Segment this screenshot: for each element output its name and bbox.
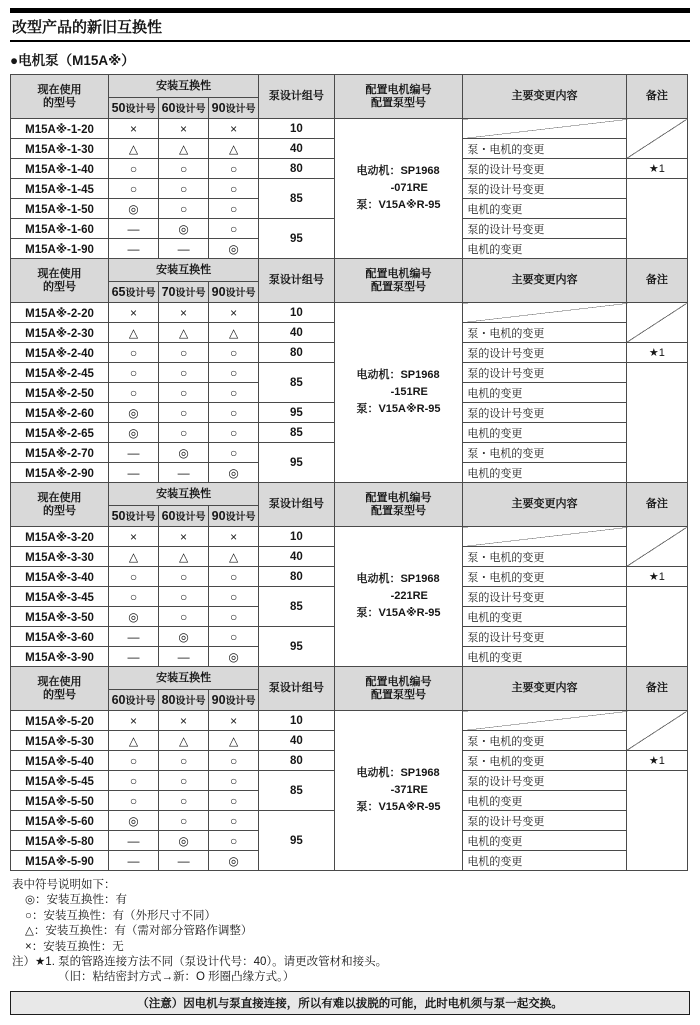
header-row <box>11 259 688 282</box>
config-line: 泵：V15A※R-95 <box>356 607 441 620</box>
compat-table-section-4 <box>10 666 688 871</box>
compat-symbol-cell: ○ <box>159 159 209 179</box>
compat-symbol-cell: ○ <box>159 567 209 587</box>
header-row <box>11 667 688 690</box>
config-line: -071RE <box>390 181 428 194</box>
caution-notice: （注意）因电机与泵直接连接，所以有难以拔脱的可能，此时电机须与泵一起交换。 <box>10 991 690 1015</box>
config-line: 泵：V15A※R-95 <box>356 199 441 212</box>
compat-symbol-cell: ○ <box>209 159 259 179</box>
compat-symbol-cell: ◎ <box>159 627 209 647</box>
header-pump-group: 泵设计组号 <box>259 667 335 711</box>
remark-cell <box>626 711 687 751</box>
motor-pump-config-cell <box>334 119 463 259</box>
model-cell: M15A※-2-60 <box>11 403 109 423</box>
header-design-90: 90设计号 <box>209 282 259 303</box>
compat-symbol-cell: ○ <box>159 587 209 607</box>
compat-symbol-cell: ◎ <box>109 811 159 831</box>
remark-cell: ★1 <box>626 751 687 771</box>
compat-symbol-cell: △ <box>209 323 259 343</box>
model-cell: M15A※-1-60 <box>11 219 109 239</box>
config-line: 电动机：SP1968 <box>356 368 440 381</box>
change-content-cell: 电机的变更 <box>463 463 626 483</box>
design-number: 50 <box>111 100 126 115</box>
compat-symbol-cell: △ <box>109 547 159 567</box>
pump-group-cell: 85 <box>259 771 335 811</box>
config-line: 泵：V15A※R-95 <box>356 801 441 814</box>
note-star1: 注）★1. 泵的管路连接方法不同（泵设计代号：40）。请更改管材和接头。 <box>12 956 388 969</box>
model-cell: M15A※-2-40 <box>11 343 109 363</box>
compat-symbol-cell: △ <box>209 731 259 751</box>
pump-group-cell: 95 <box>259 403 335 423</box>
compat-symbol-cell: ○ <box>209 423 259 443</box>
header-current-model: 现在使用 的型号 <box>11 667 109 711</box>
design-number: 60 <box>161 508 176 523</box>
header-current-model: 现在使用 的型号 <box>11 75 109 119</box>
compat-symbol-cell: △ <box>109 731 159 751</box>
table-row <box>11 119 688 139</box>
model-cell: M15A※-1-30 <box>11 139 109 159</box>
compat-symbol-cell: × <box>109 711 159 731</box>
header-remark: 备注 <box>626 259 687 303</box>
compat-symbol-cell: ○ <box>109 771 159 791</box>
header-current-model: 现在使用 的型号 <box>11 259 109 303</box>
table-row <box>11 527 688 547</box>
model-cell: M15A※-2-50 <box>11 383 109 403</box>
model-cell: M15A※-5-80 <box>11 831 109 851</box>
change-content-cell <box>463 303 626 323</box>
model-cell: M15A※-5-20 <box>11 711 109 731</box>
compat-symbol-cell: ○ <box>209 791 259 811</box>
compat-symbol-cell: × <box>159 527 209 547</box>
compat-symbol-cell: ○ <box>209 751 259 771</box>
config-line: -151RE <box>390 385 428 398</box>
pump-group-cell: 95 <box>259 627 335 667</box>
config-text <box>356 571 440 622</box>
remark-cell: ★1 <box>626 567 687 587</box>
change-content-cell: 泵・电机的变更 <box>463 567 626 587</box>
compat-symbol-cell: ◎ <box>209 463 259 483</box>
model-cell: M15A※-2-45 <box>11 363 109 383</box>
header-mount-compat: 安装互换性 <box>109 667 259 690</box>
header-design-90: 90设计号 <box>209 98 259 119</box>
change-content-cell: 泵的设计号变更 <box>463 403 626 423</box>
compat-symbol-cell: ○ <box>159 199 209 219</box>
header-pump-group: 泵设计组号 <box>259 259 335 303</box>
header-config: 配置电机编号 配置泵型号 <box>334 667 463 711</box>
change-content-cell: 电机的变更 <box>463 199 626 219</box>
compat-symbol-cell: ○ <box>109 383 159 403</box>
compat-symbol-cell: ○ <box>159 791 209 811</box>
motor-pump-config-cell <box>334 711 463 871</box>
config-line: 电动机：SP1968 <box>356 572 440 585</box>
compat-symbol-cell: × <box>109 303 159 323</box>
pump-group-cell: 40 <box>259 731 335 751</box>
pump-group-cell: 85 <box>259 179 335 219</box>
model-cell: M15A※-3-60 <box>11 627 109 647</box>
compat-symbol-cell: × <box>209 119 259 139</box>
model-cell: M15A※-5-45 <box>11 771 109 791</box>
compat-symbol-cell: ○ <box>159 383 209 403</box>
compat-symbol-cell: ◎ <box>209 239 259 259</box>
change-content-cell: 泵的设计号变更 <box>463 587 626 607</box>
pump-group-cell: 10 <box>259 303 335 323</box>
model-cell: M15A※-3-20 <box>11 527 109 547</box>
change-content-cell: 泵・电机的变更 <box>463 139 626 159</box>
compat-symbol-cell: ○ <box>209 403 259 423</box>
compat-symbol-cell: △ <box>109 139 159 159</box>
config-text <box>356 367 440 418</box>
motor-pump-config-cell <box>334 527 463 667</box>
change-content-cell: 泵的设计号变更 <box>463 159 626 179</box>
compat-symbol-cell: △ <box>209 547 259 567</box>
model-cell: M15A※-1-50 <box>11 199 109 219</box>
remark-cell <box>626 587 687 667</box>
legend-item: △：安装互换性：有（需对部分管路作调整） <box>25 925 253 938</box>
design-number: 80 <box>161 692 176 707</box>
header-design-90: 90设计号 <box>209 690 259 711</box>
design-number: 65 <box>111 284 126 299</box>
compat-symbol-cell: × <box>209 527 259 547</box>
compat-symbol-cell: ◎ <box>159 831 209 851</box>
change-content-cell: 泵的设计号变更 <box>463 343 626 363</box>
model-cell: M15A※-3-50 <box>11 607 109 627</box>
symbol-legend <box>12 878 690 986</box>
change-content-cell: 泵的设计号变更 <box>463 771 626 791</box>
change-content-cell: 泵・电机的变更 <box>463 547 626 567</box>
pump-group-cell: 80 <box>259 567 335 587</box>
pump-group-cell: 80 <box>259 343 335 363</box>
compat-symbol-cell: ○ <box>159 771 209 791</box>
header-design-60: 60设计号 <box>159 506 209 527</box>
compat-symbol-cell: × <box>159 119 209 139</box>
compat-symbol-cell: ― <box>159 463 209 483</box>
change-content-cell <box>463 119 626 139</box>
config-line: 电动机：SP1968 <box>356 766 440 779</box>
legend-item: ○：安装互换性：有（外形尺寸不同） <box>25 909 216 922</box>
table-row <box>11 711 688 731</box>
compat-table-section-2 <box>10 258 688 483</box>
product-subtitle: ●电机泵（M15A※） <box>10 53 135 68</box>
change-content-cell: 泵的设计号变更 <box>463 219 626 239</box>
model-cell: M15A※-1-40 <box>11 159 109 179</box>
compat-symbol-cell: △ <box>109 323 159 343</box>
compat-symbol-cell: ◎ <box>109 403 159 423</box>
design-number: 90 <box>211 508 226 523</box>
pump-group-cell: 85 <box>259 587 335 627</box>
header-design-60: 60设计号 <box>159 98 209 119</box>
compat-table-section-1 <box>10 74 688 259</box>
remark-cell <box>626 303 687 343</box>
model-cell: M15A※-2-70 <box>11 443 109 463</box>
compat-symbol-cell: ○ <box>109 159 159 179</box>
change-content-cell: 泵的设计号变更 <box>463 363 626 383</box>
compat-symbol-cell: × <box>159 711 209 731</box>
model-cell: M15A※-5-40 <box>11 751 109 771</box>
header-design-50: 50设计号 <box>109 506 159 527</box>
remark-cell: ★1 <box>626 159 687 179</box>
header-design-65: 65设计号 <box>109 282 159 303</box>
change-content-cell: 电机的变更 <box>463 423 626 443</box>
compat-symbol-cell: ○ <box>209 343 259 363</box>
pump-group-cell: 40 <box>259 323 335 343</box>
pump-group-cell: 80 <box>259 159 335 179</box>
change-content-cell: 泵的设计号变更 <box>463 179 626 199</box>
change-content-cell: 泵・电机的变更 <box>463 323 626 343</box>
compat-symbol-cell: × <box>109 119 159 139</box>
change-content-cell: 电机的变更 <box>463 239 626 259</box>
compat-table-section-3 <box>10 482 688 667</box>
change-content-cell: 电机的变更 <box>463 851 626 871</box>
header-design-50: 50设计号 <box>109 98 159 119</box>
compat-symbol-cell: ― <box>109 239 159 259</box>
model-cell: M15A※-3-90 <box>11 647 109 667</box>
change-content-cell: 泵的设计号变更 <box>463 627 626 647</box>
model-cell: M15A※-3-40 <box>11 567 109 587</box>
compat-symbol-cell: ○ <box>209 627 259 647</box>
compat-symbol-cell: ○ <box>109 363 159 383</box>
header-row <box>11 75 688 98</box>
compat-symbol-cell: × <box>209 711 259 731</box>
design-number: 60 <box>111 692 126 707</box>
compat-symbol-cell: ○ <box>209 567 259 587</box>
design-number: 90 <box>211 100 226 115</box>
model-cell: M15A※-1-20 <box>11 119 109 139</box>
model-cell: M15A※-2-30 <box>11 323 109 343</box>
pump-group-cell: 95 <box>259 219 335 259</box>
table-row <box>11 303 688 323</box>
compat-symbol-cell: ○ <box>159 811 209 831</box>
note-star1-continued: （旧：粘结密封方式→新：O 形圈凸缘方式。） <box>58 971 295 984</box>
compat-symbol-cell: × <box>159 303 209 323</box>
compat-symbol-cell: ○ <box>159 423 209 443</box>
compat-symbol-cell: ○ <box>209 179 259 199</box>
change-content-cell: 电机的变更 <box>463 383 626 403</box>
compat-symbol-cell: ○ <box>209 771 259 791</box>
compat-symbol-cell: ― <box>109 647 159 667</box>
header-pump-group: 泵设计组号 <box>259 75 335 119</box>
compat-symbol-cell: ― <box>109 219 159 239</box>
compat-symbol-cell: ― <box>109 831 159 851</box>
compat-symbol-cell: ○ <box>209 383 259 403</box>
model-cell: M15A※-5-50 <box>11 791 109 811</box>
model-cell: M15A※-1-90 <box>11 239 109 259</box>
config-line: 电动机：SP1968 <box>356 164 440 177</box>
config-line: -221RE <box>390 589 428 602</box>
header-design-90: 90设计号 <box>209 506 259 527</box>
compat-symbol-cell: ○ <box>209 811 259 831</box>
compat-symbol-cell: ○ <box>109 343 159 363</box>
design-number: 70 <box>161 284 176 299</box>
compat-symbol-cell: ― <box>159 851 209 871</box>
header-row <box>11 483 688 506</box>
compat-symbol-cell: ○ <box>159 607 209 627</box>
change-content-cell: 电机的变更 <box>463 607 626 627</box>
pump-group-cell: 80 <box>259 751 335 771</box>
header-current-model: 现在使用 的型号 <box>11 483 109 527</box>
compat-symbol-cell: ○ <box>109 179 159 199</box>
compat-symbol-cell: ○ <box>209 587 259 607</box>
pump-group-cell: 40 <box>259 139 335 159</box>
motor-pump-config-cell <box>334 303 463 483</box>
compat-symbol-cell: ○ <box>159 403 209 423</box>
legend-item: ×：安装互换性：无 <box>25 940 124 953</box>
remark-cell <box>626 363 687 483</box>
change-content-cell: 泵・电机的变更 <box>463 731 626 751</box>
compat-symbol-cell: ○ <box>159 363 209 383</box>
compat-symbol-cell: ◎ <box>209 851 259 871</box>
config-line: -371RE <box>390 783 428 796</box>
design-number: 60 <box>161 100 176 115</box>
remark-cell: ★1 <box>626 343 687 363</box>
model-cell: M15A※-2-65 <box>11 423 109 443</box>
compat-symbol-cell: ○ <box>209 219 259 239</box>
compat-symbol-cell: ◎ <box>159 219 209 239</box>
design-number: 90 <box>211 692 226 707</box>
compat-symbol-cell: ― <box>109 443 159 463</box>
compat-symbol-cell: ◎ <box>109 423 159 443</box>
model-cell: M15A※-3-45 <box>11 587 109 607</box>
header-remark: 备注 <box>626 667 687 711</box>
compat-symbol-cell: ◎ <box>159 443 209 463</box>
compat-symbol-cell: × <box>209 303 259 323</box>
remark-cell <box>626 527 687 567</box>
model-cell: M15A※-1-45 <box>11 179 109 199</box>
compat-tables <box>10 74 690 871</box>
change-content-cell: 泵・电机的变更 <box>463 443 626 463</box>
pump-group-cell: 40 <box>259 547 335 567</box>
model-cell: M15A※-5-60 <box>11 811 109 831</box>
compat-symbol-cell: ○ <box>209 443 259 463</box>
change-content-cell: 电机的变更 <box>463 647 626 667</box>
compat-symbol-cell: △ <box>159 547 209 567</box>
pump-group-cell: 95 <box>259 443 335 483</box>
header-pump-group: 泵设计组号 <box>259 483 335 527</box>
header-config: 配置电机编号 配置泵型号 <box>334 483 463 527</box>
header-mount-compat: 安装互换性 <box>109 75 259 98</box>
compat-symbol-cell: ○ <box>209 607 259 627</box>
header-change-content: 主要变更内容 <box>463 75 626 119</box>
header-change-content: 主要变更内容 <box>463 667 626 711</box>
config-text <box>356 765 440 816</box>
legend-intro: 表中符号说明如下： <box>12 879 116 891</box>
compat-symbol-cell: ◎ <box>109 199 159 219</box>
header-mount-compat: 安装互换性 <box>109 483 259 506</box>
compat-symbol-cell: △ <box>209 139 259 159</box>
compat-symbol-cell: ◎ <box>109 607 159 627</box>
change-content-cell: 泵的设计号变更 <box>463 811 626 831</box>
compat-symbol-cell: ― <box>159 239 209 259</box>
pump-group-cell: 10 <box>259 711 335 731</box>
config-text <box>356 163 440 214</box>
header-config: 配置电机编号 配置泵型号 <box>334 75 463 119</box>
page-title: 改型产品的新旧互换性 <box>10 8 690 42</box>
header-change-content: 主要变更内容 <box>463 483 626 527</box>
header-remark: 备注 <box>626 75 687 119</box>
change-content-cell: 电机的变更 <box>463 791 626 811</box>
model-cell: M15A※-3-30 <box>11 547 109 567</box>
compat-symbol-cell: ○ <box>159 179 209 199</box>
header-mount-compat: 安装互换性 <box>109 259 259 282</box>
change-content-cell: 电机的变更 <box>463 831 626 851</box>
remark-cell <box>626 119 687 159</box>
compat-symbol-cell: ○ <box>159 343 209 363</box>
remark-cell <box>626 179 687 259</box>
compat-symbol-cell: ― <box>109 627 159 647</box>
compat-symbol-cell: ― <box>159 647 209 667</box>
compat-symbol-cell: ◎ <box>209 647 259 667</box>
change-content-cell <box>463 527 626 547</box>
compat-symbol-cell: △ <box>159 731 209 751</box>
pump-group-cell: 95 <box>259 811 335 871</box>
remark-cell <box>626 771 687 871</box>
compat-symbol-cell: △ <box>159 323 209 343</box>
model-cell: M15A※-2-20 <box>11 303 109 323</box>
pump-group-cell: 10 <box>259 527 335 547</box>
compat-symbol-cell: ― <box>109 851 159 871</box>
model-cell: M15A※-5-30 <box>11 731 109 751</box>
header-config: 配置电机编号 配置泵型号 <box>334 259 463 303</box>
model-cell: M15A※-2-90 <box>11 463 109 483</box>
change-content-cell <box>463 711 626 731</box>
compat-symbol-cell: △ <box>159 139 209 159</box>
legend-items <box>12 893 690 955</box>
compat-symbol-cell: ○ <box>209 363 259 383</box>
change-content-cell: 泵・电机的变更 <box>463 751 626 771</box>
compat-symbol-cell: ○ <box>109 587 159 607</box>
header-design-70: 70设计号 <box>159 282 209 303</box>
header-change-content: 主要变更内容 <box>463 259 626 303</box>
pump-group-cell: 10 <box>259 119 335 139</box>
pump-group-cell: 85 <box>259 423 335 443</box>
header-design-60: 60设计号 <box>109 690 159 711</box>
design-number: 90 <box>211 284 226 299</box>
compat-symbol-cell: ○ <box>109 751 159 771</box>
model-cell: M15A※-5-90 <box>11 851 109 871</box>
design-number: 50 <box>111 508 126 523</box>
header-remark: 备注 <box>626 483 687 527</box>
compat-symbol-cell: ○ <box>109 791 159 811</box>
compat-symbol-cell: ○ <box>209 831 259 851</box>
compat-symbol-cell: ○ <box>209 199 259 219</box>
compat-symbol-cell: × <box>109 527 159 547</box>
compat-symbol-cell: ○ <box>159 751 209 771</box>
pump-group-cell: 85 <box>259 363 335 403</box>
header-design-80: 80设计号 <box>159 690 209 711</box>
config-line: 泵：V15A※R-95 <box>356 403 441 416</box>
compat-symbol-cell: ○ <box>109 567 159 587</box>
compat-symbol-cell: ― <box>109 463 159 483</box>
legend-item: ◎：安装互换性：有 <box>25 894 128 907</box>
